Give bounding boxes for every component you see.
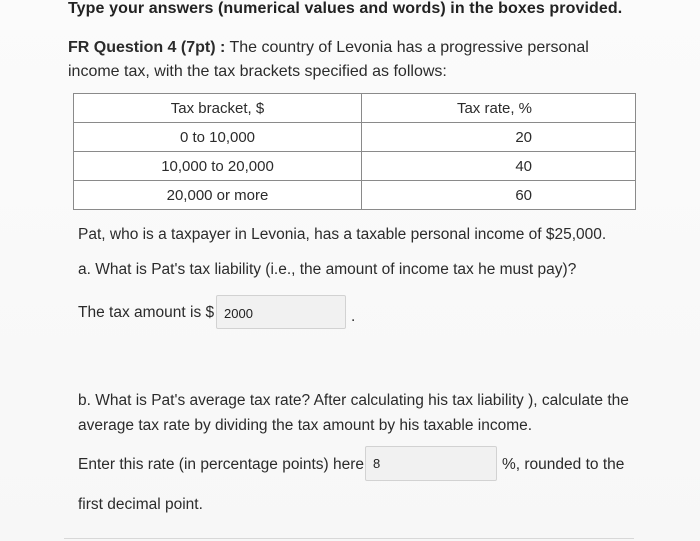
table-row	[74, 152, 636, 181]
tax-amount-input[interactable]: 2000	[216, 295, 346, 329]
part-a-answer-prefix: The tax amount is $	[78, 304, 215, 321]
part-b-answer-suffix: %, rounded to the	[502, 456, 625, 473]
part-b-answer-suffix-2: first decimal point.	[78, 496, 203, 513]
bracket-cell: 10,000 to 20,000	[74, 152, 362, 181]
bracket-cell: 20,000 or more	[74, 181, 362, 210]
table-row	[74, 181, 636, 210]
bracket-cell: 0 to 10,000	[74, 123, 362, 152]
header-tax-bracket: Tax bracket, $	[74, 94, 362, 123]
table-row	[74, 123, 636, 152]
tax-bracket-table	[73, 93, 636, 210]
rate-cell: 20	[362, 123, 636, 152]
bottom-divider	[64, 538, 634, 539]
scenario-text: Pat, who is a taxpayer in Levonia, has a taxable personal income of $25,000.	[78, 226, 607, 243]
part-a-answer-suffix: .	[351, 308, 356, 325]
part-a-answer-line	[78, 296, 214, 330]
part-a-question: a. What is Pat's tax liability (i.e., the amount of income tax he must pay)?	[78, 261, 577, 278]
part-b-answer-prefix: Enter this rate (in percentage points) here	[78, 456, 365, 473]
question-label: FR Question 4 (7pt) :	[68, 39, 226, 56]
rate-cell: 60	[362, 181, 636, 210]
question-text: The country of Levonia has a progressive personal income tax, with the tax brackets specified as follows:	[68, 39, 589, 80]
header-tax-rate: Tax rate, %	[362, 94, 636, 123]
tax-rate-input[interactable]: 8	[365, 446, 497, 481]
question-prompt	[68, 36, 638, 84]
table-header-row	[74, 94, 636, 123]
rate-cell: 40	[362, 152, 636, 181]
instructions-heading: Type your answers (numerical values and words) in the boxes provided.	[68, 0, 623, 17]
part-b-question: b. What is Pat's average tax rate? After calculating his tax liability ), calculate the average tax rate by dividing the tax amount by his taxable income.	[78, 392, 629, 434]
